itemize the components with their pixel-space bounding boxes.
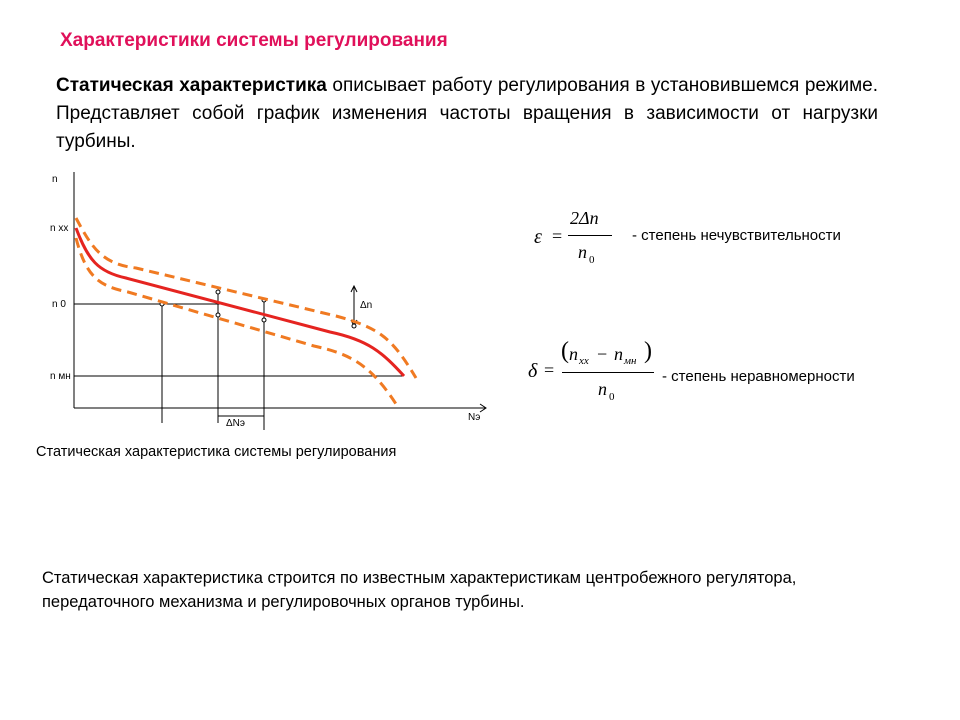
f2-fraction-bar [562, 372, 654, 373]
f2-equals: = [544, 360, 555, 380]
tick-nxx: n хх [50, 223, 69, 234]
delta-n-label: Δn [360, 300, 373, 311]
intro-paragraph [56, 72, 878, 156]
delta-N-label: ΔNэ [226, 418, 246, 429]
f1-numerator: 2Δn [570, 208, 599, 228]
intro-text: описывает работу регулирования в установившемся режиме. Представляет собой график изменения частоты вращения в зависимости от нагрузки турбины. [56, 75, 878, 152]
main-characteristic-curve [76, 228, 404, 376]
slide-title: Характеристики системы регулирования [60, 30, 448, 51]
f2-n1: n [569, 344, 578, 364]
f2-minus: − [597, 344, 608, 364]
tick-n0: n 0 [52, 299, 66, 310]
f1-equals: = [552, 226, 563, 246]
f2-n2: n [614, 344, 623, 364]
intro-bold-term: Статическая характеристика [56, 75, 327, 96]
f2-denominator-sub: 0 [609, 391, 615, 403]
f2-denominator: n [598, 379, 607, 399]
f1-fraction-bar [568, 235, 612, 236]
f1-denominator: n [578, 242, 587, 262]
chart-caption: Статическая характеристика системы регулирования [36, 444, 397, 460]
delta-symbol: δ [528, 360, 538, 382]
f1-note: - степень нечувствительности [632, 227, 841, 244]
upper-band-curve [76, 218, 416, 378]
bottom-paragraph: Статическая характеристика строится по известным характеристикам центробежного регулятора, передаточного механизма и регулировочных органов турбины. [42, 569, 797, 611]
lower-band-curve [76, 238, 396, 404]
static-characteristic-chart [40, 168, 500, 438]
epsilon-symbol: ε [534, 226, 542, 248]
y-axis-label: n [52, 174, 58, 185]
f2-sub1: хх [579, 355, 589, 367]
x-axis-label: Nэ [468, 412, 481, 423]
f2-note: - степень неравномерности [662, 368, 855, 385]
f1-denominator-sub: 0 [589, 254, 595, 266]
tick-nmn: n мн [50, 371, 71, 382]
f2-sub2: мн [624, 355, 637, 367]
